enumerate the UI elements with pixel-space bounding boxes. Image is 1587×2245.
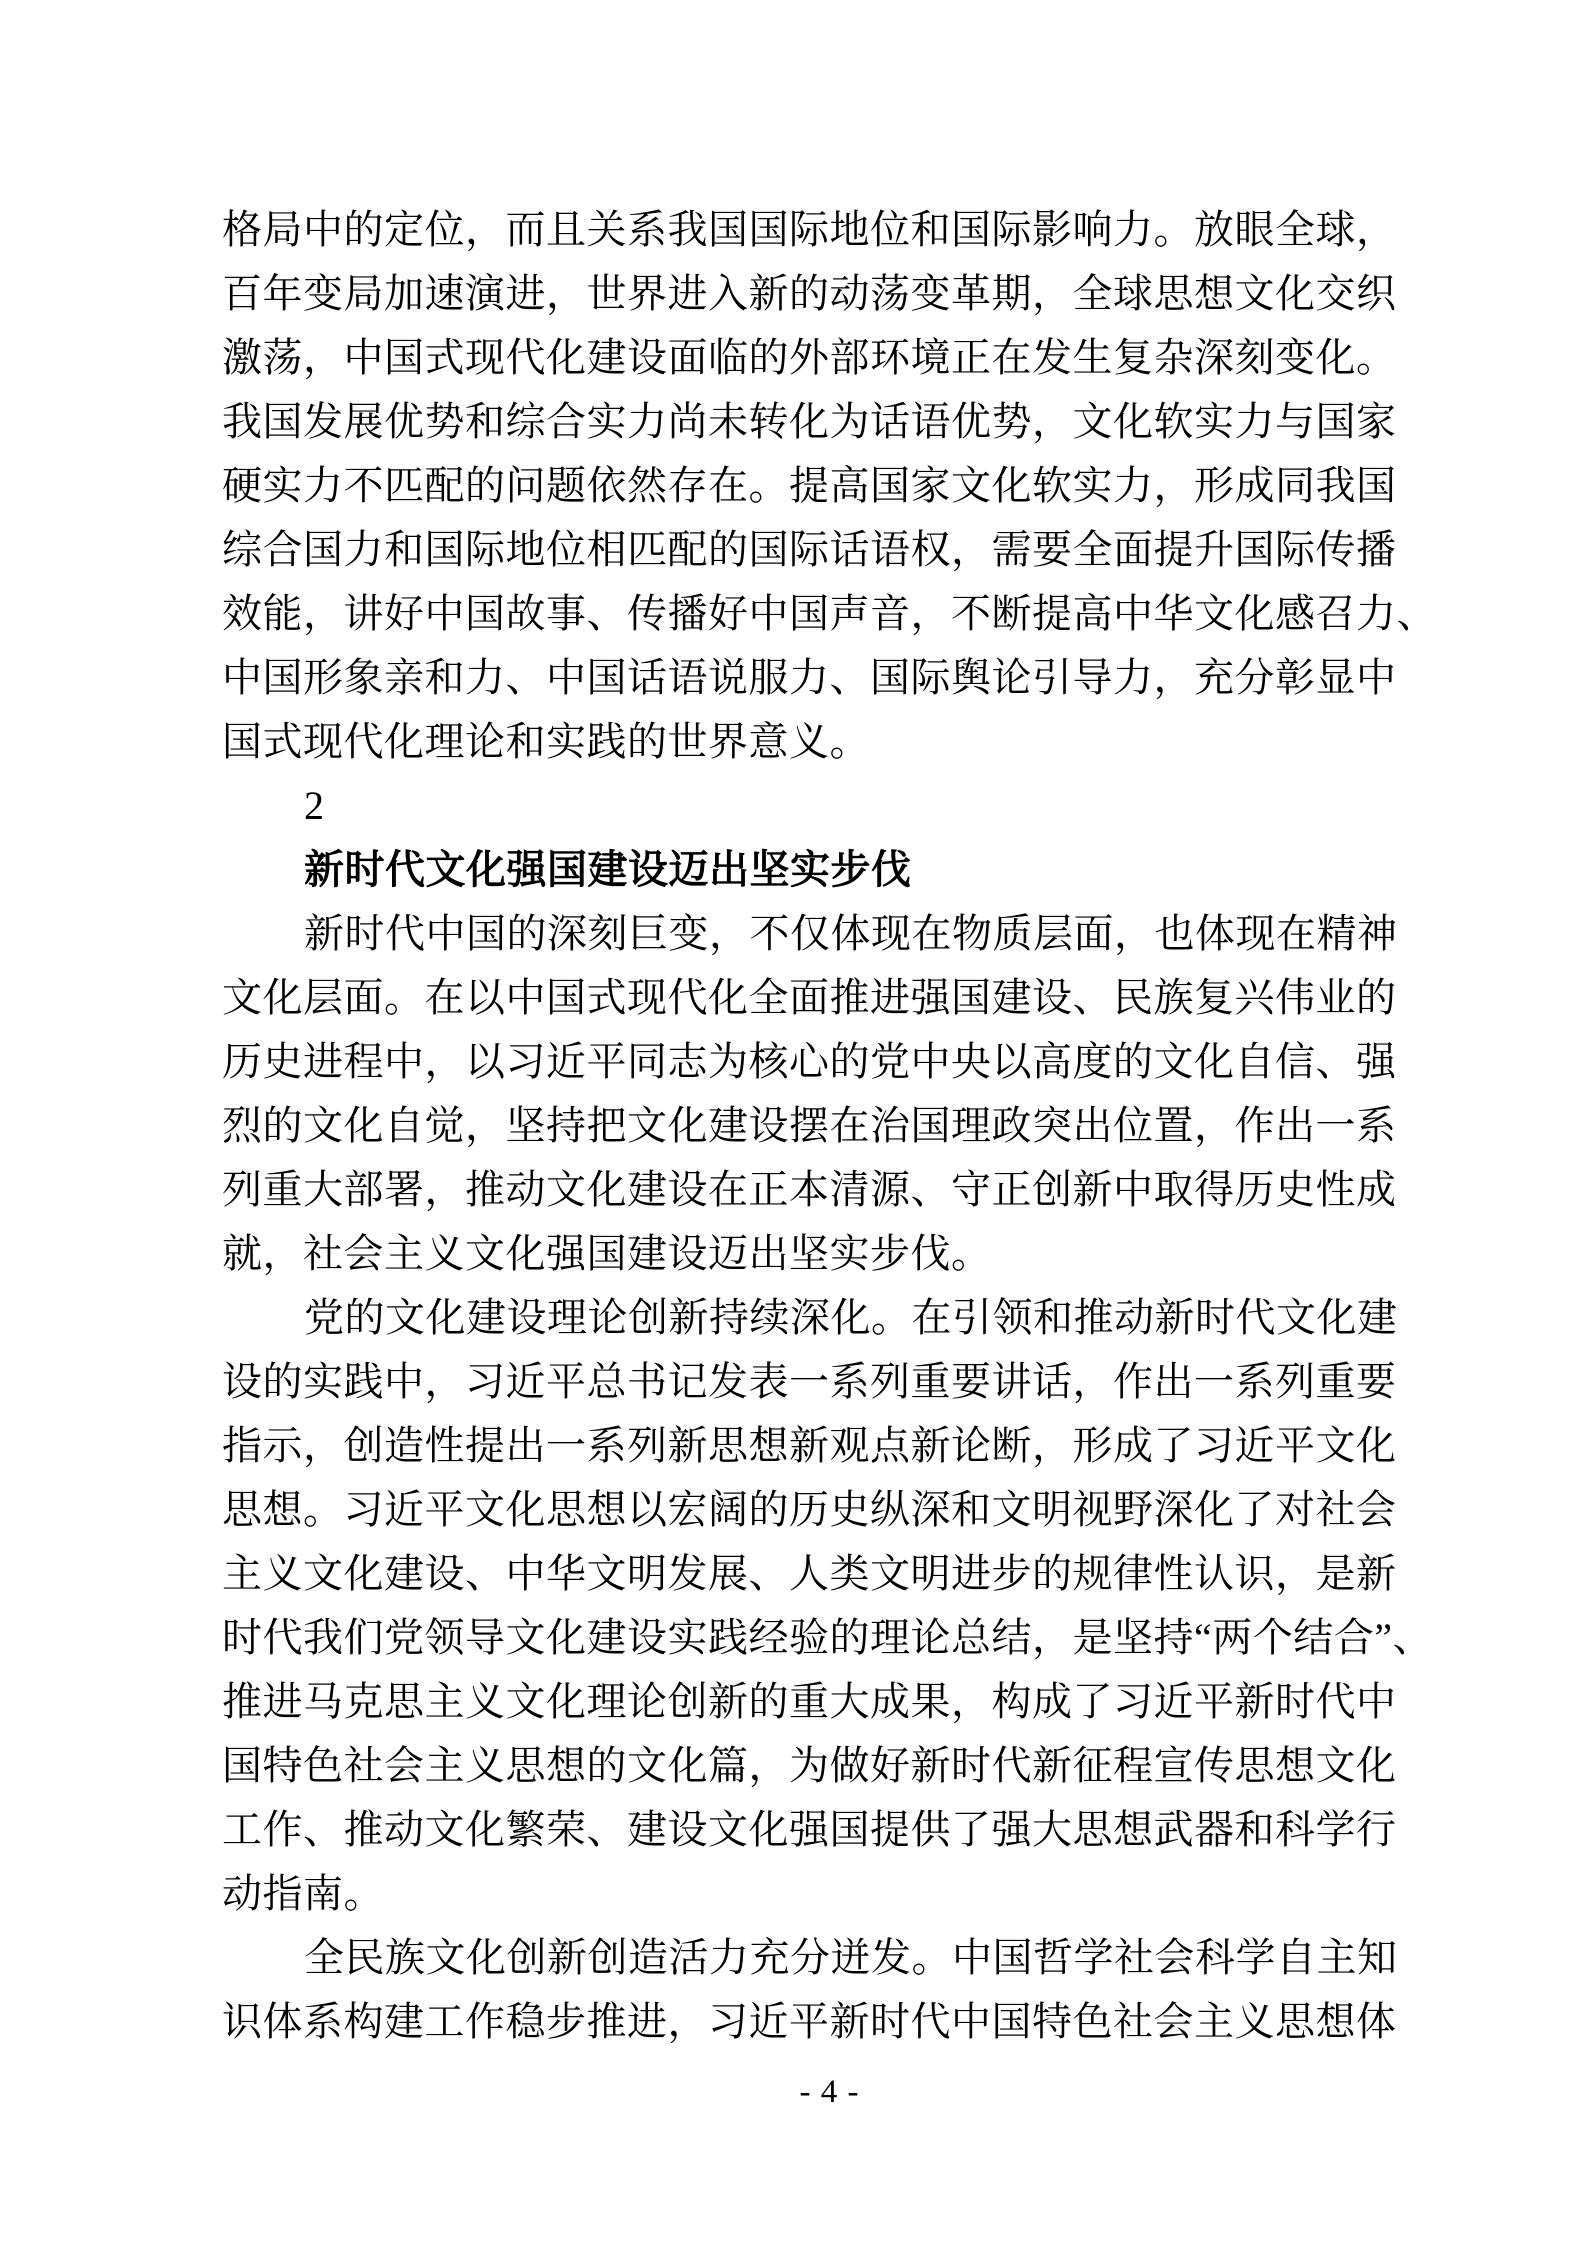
text-line: 文化层面。在以中国式现代化全面推进强国建设、民族复兴伟业的 bbox=[222, 975, 1397, 1020]
text-line: 动指南。 bbox=[222, 1871, 384, 1916]
text-line: 识体系构建工作稳步推进，习近平新时代中国特色社会主义思想体 bbox=[222, 1999, 1397, 2044]
text-line: 百年变局加速演进，世界进入新的动荡变革期，全球思想文化交织 bbox=[222, 271, 1397, 316]
text-line: 思想。习近平文化思想以宏阔的历史纵深和文明视野深化了对社会 bbox=[222, 1487, 1397, 1532]
text-line: 历史进程中，以习近平同志为核心的党中央以高度的文化自信、强 bbox=[222, 1039, 1397, 1084]
text-line: 党的文化建设理论创新持续深化。在引领和推动新时代文化建 bbox=[304, 1295, 1398, 1340]
text-block bbox=[222, 198, 1437, 2054]
text-line: 列重大部署，推动文化建设在正本清源、守正创新中取得历史性成 bbox=[222, 1167, 1397, 1212]
text-line: 硬实力不匹配的问题依然存在。提高国家文化软实力，形成同我国 bbox=[222, 463, 1397, 508]
section-heading: 新时代文化强国建设迈出坚实步伐 bbox=[304, 847, 912, 892]
text-line: 我国发展优势和综合实力尚未转化为话语优势，文化软实力与国家 bbox=[222, 399, 1397, 444]
section-number: 2 bbox=[304, 783, 325, 828]
text-line: 效能，讲好中国故事、传播好中国声音，不断提高中华文化感召力、 bbox=[222, 591, 1437, 636]
text-line: 设的实践中，习近平总书记发表一系列重要讲话，作出一系列重要 bbox=[222, 1359, 1397, 1404]
text-line: 中国形象亲和力、中国话语说服力、国际舆论引导力，充分彰显中 bbox=[222, 655, 1397, 700]
text-line: 就，社会主义文化强国建设迈出坚实步伐。 bbox=[222, 1231, 992, 1276]
text-line: 综合国力和国际地位相匹配的国际话语权，需要全面提升国际传播 bbox=[222, 527, 1397, 572]
text-line: 全民族文化创新创造活力充分迸发。中国哲学社会科学自主知 bbox=[304, 1935, 1398, 1980]
text-line: 工作、推动文化繁荣、建设文化强国提供了强大思想武器和科学行 bbox=[222, 1807, 1397, 1852]
text-line: 烈的文化自觉，坚持把文化建设摆在治国理政突出位置，作出一系 bbox=[222, 1103, 1397, 1148]
text-line: 推进马克思主义文化理论创新的重大成果，构成了习近平新时代中 bbox=[222, 1679, 1397, 1724]
page-number: - 4 - bbox=[799, 2074, 860, 2110]
text-line: 新时代中国的深刻巨变，不仅体现在物质层面，也体现在精神 bbox=[304, 911, 1398, 956]
text-line: 时代我们党领导文化建设实践经验的理论总结，是坚持“两个结合”、 bbox=[222, 1615, 1434, 1660]
text-line: 国式现代化理论和实践的世界意义。 bbox=[222, 719, 870, 764]
text-line: 国特色社会主义思想的文化篇，为做好新时代新征程宣传思想文化 bbox=[222, 1743, 1397, 1788]
text-line: 激荡，中国式现代化建设面临的外部环境正在发生复杂深刻变化。 bbox=[222, 335, 1397, 380]
text-line: 指示，创造性提出一系列新思想新观点新论断，形成了习近平文化 bbox=[222, 1423, 1397, 1468]
text-line: 格局中的定位，而且关系我国国际地位和国际影响力。放眼全球， bbox=[222, 207, 1397, 252]
text-line: 主义文化建设、中华文明发展、人类文明进步的规律性认识，是新 bbox=[222, 1551, 1397, 1596]
